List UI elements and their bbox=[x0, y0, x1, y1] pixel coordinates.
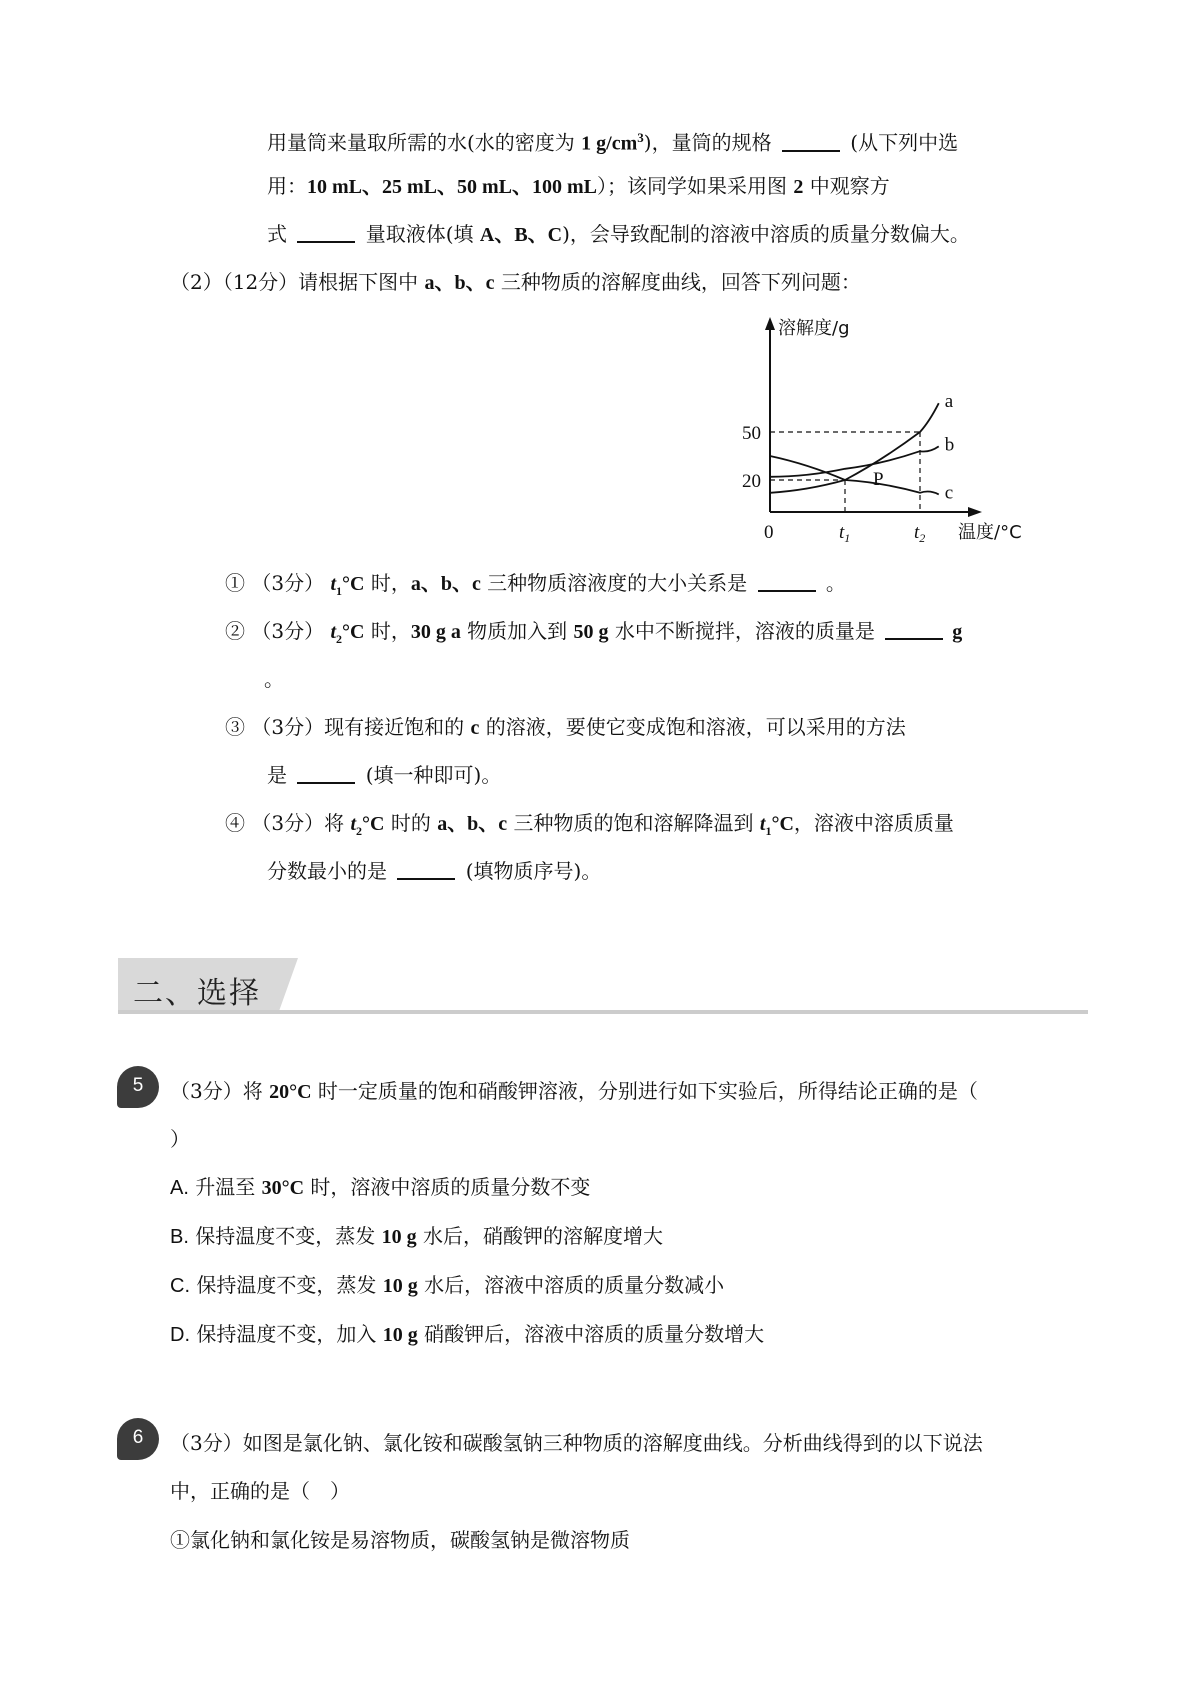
q2-sub3-cont: 是 (填一种即可)。 bbox=[267, 763, 502, 787]
series-label-b: b bbox=[944, 434, 955, 456]
series-label-c: c bbox=[944, 482, 954, 504]
p1-line1: 用量筒来量取所需的水(水的密度为 1 $g/cm^3$)，量筒的规格 (从下列中选 bbox=[267, 130, 959, 155]
q6-stem: （3分）如图是氯化钠、氯化铵和碳酸氢钠三种物质的溶解度曲线。分析曲线得到的以下说法 bbox=[170, 1431, 983, 1455]
answer-blank[interactable] bbox=[885, 618, 943, 640]
q2-sub4-cont: 分数最小的是 (填物质序号)。 bbox=[267, 859, 602, 883]
q2-sub2-end: 。 bbox=[264, 667, 284, 691]
q5-option-a[interactable]: A. 升温至 30°C 时，溶液中溶质的质量分数不变 bbox=[170, 1175, 591, 1199]
series-label-a: a bbox=[944, 391, 954, 413]
q2-sub1: ① （3分） $t_1^\circ C$ 时，a、b、c 三种物质溶液度的大小关系是 。 bbox=[225, 571, 846, 598]
answer-blank[interactable] bbox=[782, 130, 840, 152]
solubility-chart bbox=[740, 312, 1040, 552]
p1-line2: 用：10 mL、25 mL、50 mL、100 mL）；该同学如果采用图 2 中观察方 bbox=[267, 174, 890, 198]
curve-a bbox=[770, 403, 939, 493]
q2-header: （2）（12分）请根据下图中 a、b、c 三种物质的溶解度曲线，回答下列问题： bbox=[170, 270, 861, 294]
q6-stem-cont: 中，正确的是（ ） bbox=[170, 1479, 350, 1503]
point-label-p: P bbox=[873, 469, 884, 490]
q5-option-c[interactable]: C. 保持温度不变，蒸发 10 g 水后，溶液中溶质的质量分数减小 bbox=[170, 1273, 725, 1297]
x-tick-label: $t_2$ bbox=[914, 522, 926, 545]
section-title: 二、选择 bbox=[133, 976, 261, 1011]
y-axis-arrow bbox=[765, 317, 775, 330]
q2-sub4: ④ （3分）将 $t_2^\circ C$ 时的 a、b、c 三种物质的饱和溶解降温到 $t_1^\circ C$，溶液中溶质质量 bbox=[225, 811, 954, 838]
q6-item1: ①氯化钠和氯化铵是易溶物质，碳酸氢钠是微溶物质 bbox=[170, 1528, 630, 1552]
answer-blank[interactable] bbox=[397, 858, 455, 880]
q2-sub3: ③ （3分）现有接近饱和的 c 的溶液，要使它变成饱和溶液，可以采用的方法 bbox=[225, 715, 906, 739]
q5-stem-cont: ） bbox=[170, 1127, 190, 1151]
section-divider bbox=[118, 1010, 1088, 1014]
q5-stem: （3分）将 20°C 时一定质量的饱和硝酸钾溶液，分别进行如下实验后，所得结论正确的是（ bbox=[170, 1079, 978, 1103]
section-header bbox=[118, 958, 1088, 1014]
y-tick-label: 50 bbox=[742, 423, 761, 444]
question-number-badge: 6 bbox=[117, 1418, 159, 1460]
y-tick-label: 20 bbox=[742, 471, 761, 492]
x-tick-label: 0 bbox=[764, 522, 774, 543]
question-number-badge: 5 bbox=[117, 1066, 159, 1108]
q2-sub2: ② （3分） $t_2^\circ C$ 时，30 g a 物质加入到 50 g 水中不断搅拌，溶液的质量是 g bbox=[225, 619, 963, 646]
p1-line3: 式 量取液体(填 A、B、C)，会导致配制的溶液中溶质的质量分数偏大。 bbox=[267, 222, 970, 246]
answer-blank[interactable] bbox=[758, 570, 816, 592]
q5-option-b[interactable]: B. 保持温度不变，蒸发 10 g 水后，硝酸钾的溶解度增大 bbox=[170, 1224, 663, 1248]
answer-blank[interactable] bbox=[297, 221, 355, 243]
x-tick-label: $t_1$ bbox=[839, 522, 851, 545]
x-axis-label: 温度/°C bbox=[958, 522, 1022, 543]
x-axis-arrow bbox=[968, 507, 982, 517]
y-axis-label: 溶解度/g bbox=[778, 318, 850, 339]
density-value: 1 g/cm bbox=[581, 132, 638, 155]
answer-blank[interactable] bbox=[297, 762, 355, 784]
q5-option-d[interactable]: D. 保持温度不变，加入 10 g 硝酸钾后，溶液中溶质的质量分数增大 bbox=[170, 1322, 765, 1346]
